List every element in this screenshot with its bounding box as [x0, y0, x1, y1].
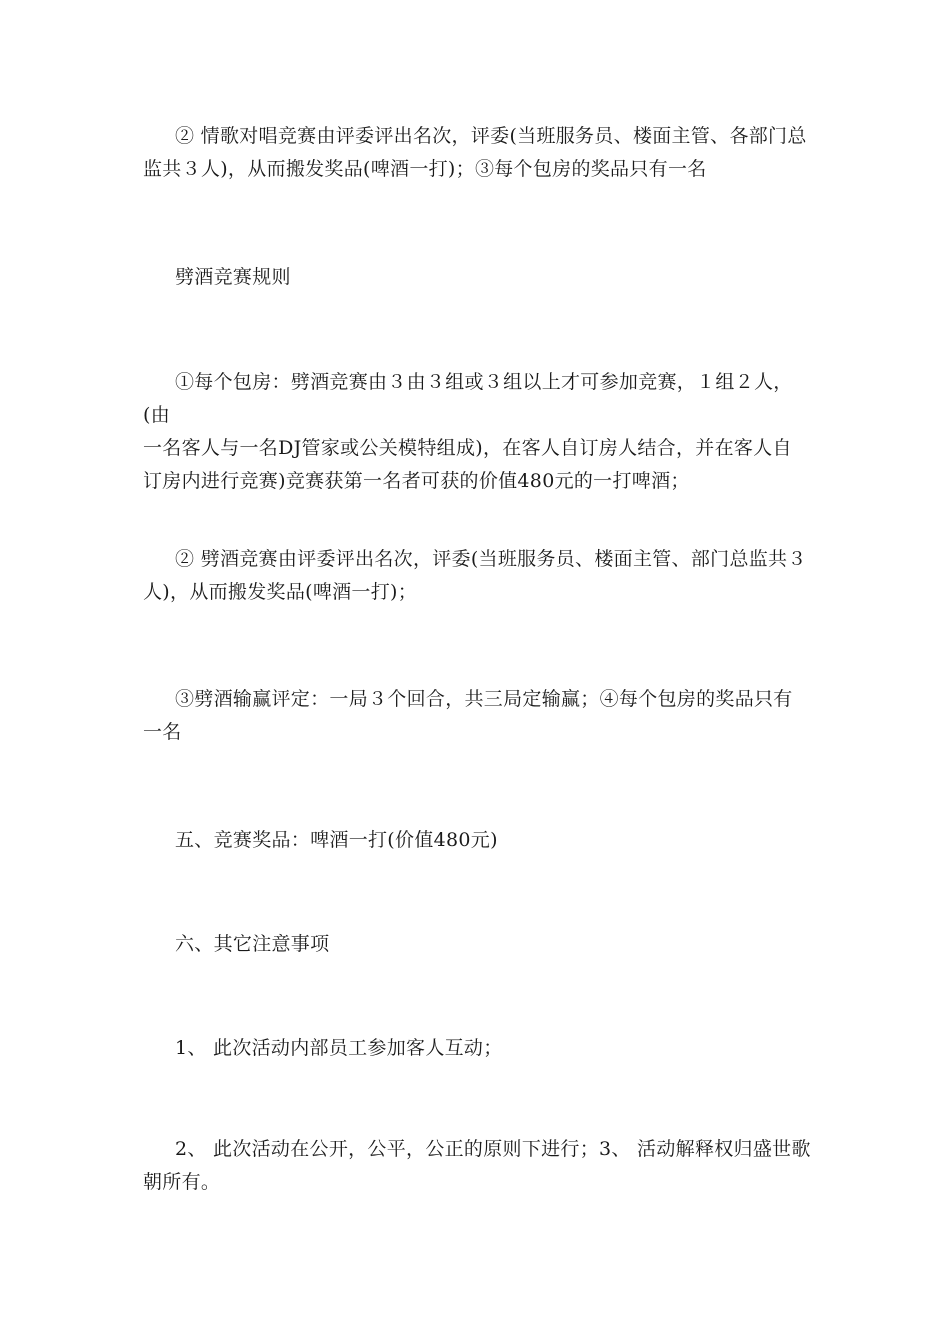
- section-heading-other-notes: [143, 928, 811, 961]
- text-line: 订房内进行竞赛)竞赛获第一名者可获的价值480元的一打啤酒；: [143, 470, 690, 492]
- list-item-2: [143, 1133, 811, 1199]
- list-item-1: [143, 1032, 811, 1065]
- text-line: 劈酒竞赛规则: [175, 266, 291, 288]
- section-heading-prizes: [143, 824, 811, 857]
- paragraph-win-loss-rule: [143, 683, 811, 749]
- text-line: ①每个包房：劈酒竞赛由３由３组或３组以上才可参加竞赛，１组２人，(由: [143, 371, 793, 426]
- text-line: 人)，从而搬发奖品(啤酒一打)；: [143, 581, 418, 603]
- text-line: ③劈酒输赢评定：一局３个回合，共三局定输赢；④每个包房的奖品只有: [175, 688, 793, 710]
- paragraph-drinking-judging: [143, 543, 811, 609]
- text-line: 监共３人)，从而搬发奖品(啤酒一打)；③每个包房的奖品只有一名: [143, 158, 707, 180]
- text-line: 一名客人与一名DJ管家或公关模特组成)，在客人自订房人结合，并在客人自: [143, 437, 792, 459]
- paragraph-love-song-judging: [143, 120, 811, 186]
- text-line: ② 劈酒竞赛由评委评出名次，评委(当班服务员、楼面主管、部门总监共３: [175, 548, 807, 570]
- text-line: ② 情歌对唱竞赛由评委评出名次，评委(当班服务员、楼面主管、各部门总: [175, 125, 807, 147]
- text-line: 1、 此次活动内部员工参加客人互动；: [175, 1037, 503, 1059]
- text-line: 五、竞赛奖品：啤酒一打(价值480元): [175, 829, 498, 851]
- text-line: 2、 此次活动在公开，公平，公正的原则下进行；3、 活动解释权归盛世歌: [175, 1138, 811, 1160]
- section-heading-drinking-rules: [143, 261, 811, 294]
- paragraph-room-rule: [143, 366, 811, 498]
- text-line: 一名: [143, 721, 182, 743]
- text-line: 朝所有。: [143, 1171, 221, 1193]
- text-line: 六、其它注意事项: [175, 933, 330, 955]
